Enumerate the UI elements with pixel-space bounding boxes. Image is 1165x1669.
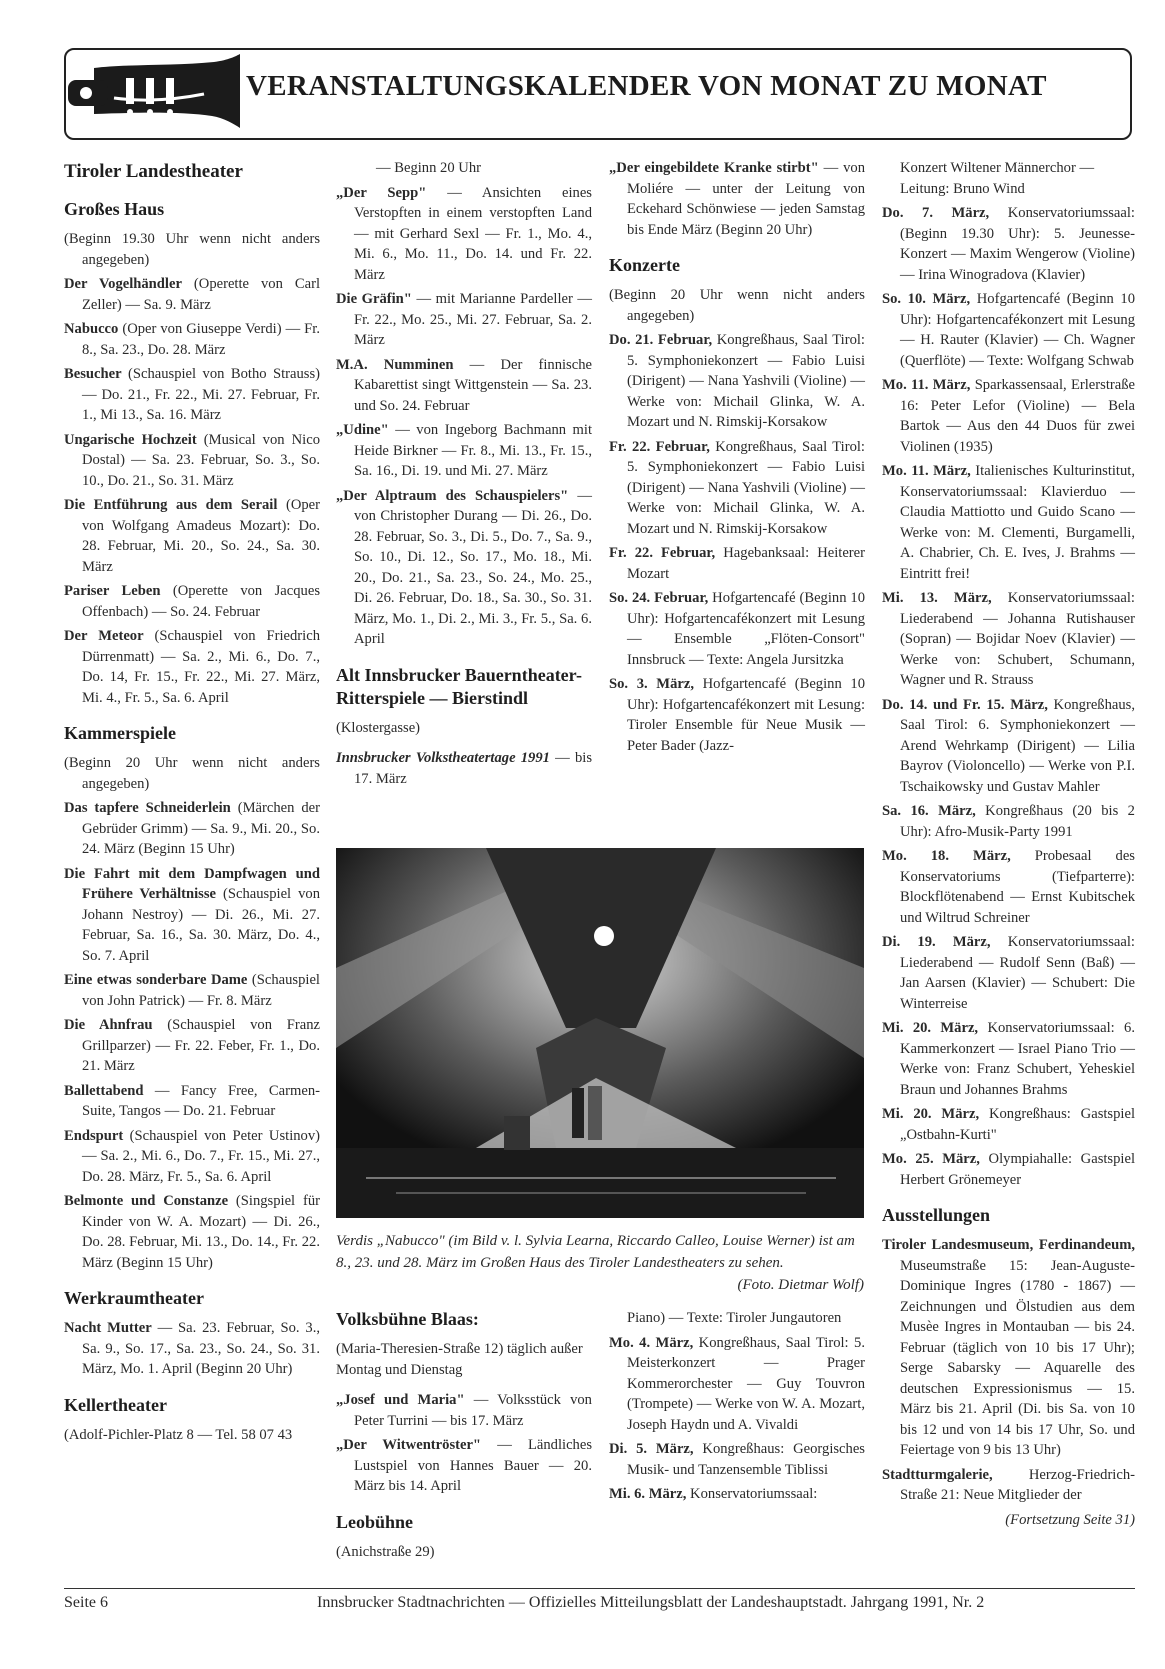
entry-list [882,1235,1135,1506]
entry-details: Kongreßhaus: Georgisches Musik- und Tanzensemble Tiblissi [627,1441,865,1478]
column-1 [64,158,320,1455]
lower-column-3 [609,1308,865,1509]
list-item [336,420,592,482]
entry-details: — bis 17. März [354,750,592,787]
subsection-title: Leobühne [336,1511,414,1532]
entry-title: Mi. 20. März, [882,1106,980,1122]
lead-text: — Beginn 20 Uhr [376,160,481,176]
entry-title: Do. 21. Februar, [609,332,713,348]
note: (Beginn 19.30 Uhr wenn nicht anders angegeben) [64,231,320,268]
entry-title: Mo. 4. März, [609,1334,694,1351]
entry-details: Kongreßhaus, Saal Tirol: 5. Meisterkonzert — Prager Kommerorchester — Guy Touvron (Trompete) — Werke von W. A. Mozart, Joseph Haydn und A. Vivaldi [627,1334,865,1433]
column-4 [882,158,1135,1530]
list-item [882,1235,1135,1461]
entry-title: Do. 14. und Fr. 15. März, [882,696,1048,713]
list-item [64,1318,320,1380]
list-item [609,437,865,540]
entry-details: (Schauspiel von Friedrich Dürrenmatt) — Sa. 2., Mi. 6., Do. 7., Do. 14, Fr. 15., Fr. 22., Mi. 27. März, Mi. 4., Fr. 5., Sa. 6. April [82,628,320,706]
entry-details: — von Moliére — unter der Leitung von Eckehard Schönwiese — jeden Samstag bis Ende März (Beginn 20 Uhr) [627,160,865,238]
list-item [64,970,320,1011]
photo-caption [336,1230,864,1296]
entry-title: Fr. 22. Februar, [609,438,710,455]
section-title: Tiroler Landestheater [64,161,243,182]
entry-title: Mi. 20. März, [882,1020,979,1036]
entry-details: (Schauspiel von John Patrick) — Fr. 8. März [82,972,320,1009]
entry-details: — Fancy Free, Carmen-Suite, Tangos — Do. 21. Februar [82,1082,320,1119]
list-item [336,183,592,286]
subsection-title: Großes Haus [64,199,165,219]
photo-credit: (Foto. Dietmar Wolf) [737,1277,864,1293]
entry-list [64,798,320,1273]
lead-text: Konzert Wiltener Männerchor — Leitung: Bruno Wind [900,160,1095,197]
list-item [609,330,865,433]
page-number: Seite 6 [64,1594,108,1611]
list-item [882,1018,1135,1100]
entry-details: Hagebanksaal: Heiterer Mozart [627,545,865,582]
entry-title: Die Ahnfrau [64,1017,153,1033]
entry-details: — Volksstück von Peter Turrini — bis 17. März [354,1392,592,1429]
list-item [336,748,592,789]
entry-details: Herzog-Friedrich-Straße 21: Neue Mitglieder der [900,1466,1135,1503]
entry-title: Mo. 11. März, [882,463,971,479]
list-item [336,289,592,351]
lower-column-2 [336,1308,592,1572]
subsection-title: Volksbühne Blaas: [336,1309,479,1329]
entry-details: Museumstraße 15: Jean-Auguste-Dominique Ingres (1780 - 1867) — Zeichnungen und Ölstudien aus dem Musèe Ingres in Montauban — bis 24. Februar (täglich von 10 bis 17 Uhr); Serge Sabarsky — Aquarelle des deutschen Expressionismus — 15. März bis 21. April (Di. bis Sa. von 10 bis 12 und von 14 bis 17 Uhr, So. und Feiertage von 9 bis 13 Uhr) [900,1257,1135,1458]
page-title: VERANSTALTUNGSKALENDER VON MONAT ZU MONAT [246,70,1047,102]
list-item [609,1333,865,1436]
entry-title: So. 24. Februar, [609,590,709,606]
entry-title: Do. 7. März, [882,205,990,221]
entry-details: Hofgartencafé (Beginn 10 Uhr): Hofgartencafékonzert mit Lesung — Ensemble „Flöten-Consort" Innsbruck — Texte: Angela Jursitzka [627,590,865,668]
list-item [336,355,592,417]
entry-title: Die Gräfin" [336,291,412,307]
list-item [882,1149,1135,1190]
entry-title: „Der eingebildete Kranke stirbt" [609,160,819,176]
entry-list [336,183,592,650]
entry-title: Nacht Mutter [64,1320,152,1336]
entry-details: (Oper von Giuseppe Verdi) — Fr. 8., Sa. 23., Do. 28. März [82,321,320,358]
entry-title: Fr. 22. Februar, [609,545,716,561]
list-item [336,1435,592,1497]
entry-details: Italienisches Kulturinstitut, Konservatoriumssaal: Klavierduo — Claudia Mattiotto und Guido Scano — Werke von: M. Clementi, Burgamelli, A. Chabrier, Ch. E. Ives, J. Brahms — Eintritt frei! [900,463,1135,582]
entry-details: — Der finnische Kabarettist singt Wittgenstein — Sa. 23. und So. 24. Februar [354,356,592,414]
entry-title: Die Entführung aus dem Serail [64,497,278,513]
entry-title: „Der Alptraum des Schauspielers" [336,487,569,504]
subsection-title: Werkraumtheater [64,1288,204,1308]
entry-details: (Schauspiel von Franz Grillparzer) — Fr. 22. Feber, Fr. 1., Do. 21. März [82,1017,321,1074]
list-item [64,581,320,622]
entry-details: — mit Marianne Pardeller — Fr. 22., Mo. 25., Mi. 27. Februar, Sa. 2. März [354,291,592,348]
entry-details: (Singspiel für Kinder von W. A. Mozart) — Di. 26., Do. 28. Februar, Mi. 13., Do. 14., Fr. 22. März (Beginn 15 Uhr) [82,1193,320,1271]
entry-title: Die Fahrt mit dem Dampfwagen und Frühere Verhältnisse [64,865,320,902]
entry-list [882,203,1135,1190]
list-item [64,364,320,426]
list-item [64,430,320,492]
entry-title: Mo. 25. März, [882,1151,980,1167]
entry-title: Di. 19. März, [882,934,991,950]
entry-details: (Oper von Wolfgang Amadeus Mozart): Do. 28. Februar, Mi. 20., So. 24., Sa. 30. März [82,497,321,575]
list-item [609,543,865,584]
list-item [64,495,320,577]
entry-details: Sparkassensaal, Erlerstraße 16: Peter Lefor (Violine) — Bela Bartok — Aus den 44 Duos für zwei Violinen (1935) [900,377,1135,455]
list-item [64,798,320,860]
entry-title: Stadtturmgalerie, [882,1466,993,1483]
entry-details: Hofgartencafé (Beginn 10 Uhr): Hofgartencafékonzert mit Lesung — H. Rauter (Klavier) — Ch. Wagner (Querflöte) — Texte: Wolfgang Schwab [900,291,1136,369]
note: (Maria-Theresien-Straße 12) täglich außer Montag und Dienstag [336,1341,583,1378]
entry-title: Pariser Leben [64,583,161,599]
entry-details: — von Ingeborg Bachmann mit Heide Birkner — Fr. 8., Mi. 13., Fr. 15., Sa. 16., Di. 19. und Mi. 27. März [354,422,592,479]
subsection-title: Ausstellungen [882,1205,991,1225]
entry-details: (Operette von Jacques Offenbach) — So. 24. Februar [82,583,320,620]
entry-details: Hofgartencafé (Beginn 10 Uhr): Hofgartencafékonzert mit Lesung: Tiroler Ensemble für Neue Musik — Peter Bader (Jazz- [627,676,865,754]
list-item [882,932,1135,1014]
list-item [609,158,865,240]
entry-details: — von Christopher Durang — Di. 26., Do. 28. Februar, So. 3., Di. 5., Do. 7., Sa. 9., So. 10., Di. 12., So. 17., Mo. 18., Mi. 20., Do. 21., Sa. 23., So. 24., Mo. 25., Di. 26. Februar, Do. 18., Sa. 30., So. 31. März, Mo. 1., Di. 2., Mi. 3., Fr. 5., Sa. 6. April [354,487,592,647]
list-item [64,1081,320,1122]
entry-title: „Der Sepp" [336,184,427,201]
entry-title: Ballettabend [64,1082,144,1099]
subsection-title: Kammerspiele [64,723,176,743]
entry-title: Besucher [64,366,122,382]
entry-title: Sa. 16. März, [882,803,976,819]
list-item [882,846,1135,928]
column-3 [609,158,865,760]
entry-details: (Schauspiel von Peter Ustinov) — Sa. 2., Mi. 6., Do. 7., Fr. 15., Mi. 27., Do. 28. März, Fr. 5., Sa. 6. April [82,1127,320,1185]
entry-list [336,748,592,789]
entry-list [609,330,865,756]
subsection-title: Alt Innsbrucker Bauerntheater-Ritterspiele — Bierstindl [336,664,582,708]
entry-details: Konservatoriumssaal: Liederabend — Rudolf Senn (Baß) — Jan Aarsen (Klavier) — Schubert: Die Winterreise [900,934,1135,1012]
list-item [64,1126,320,1188]
entry-details: Konservatoriumssaal: 6. Kammerkonzert — Israel Piano Trio — Werke von: Franz Schubert, Yeheskiel Braun und Johannes Brahms [900,1020,1135,1098]
subsection-title: Kellertheater [64,1394,167,1415]
publication-line: Innsbrucker Stadtnachrichten — Offizielles Mitteilungsblatt der Landeshauptstadt. Jahrgang 1991, Nr. 2 [317,1594,985,1611]
entry-list [64,1318,320,1380]
list-item [64,1191,320,1273]
caption-text: Verdis „Nabucco" (im Bild v. l. Sylvia Learna, Riccardo Calleo, Louise Werner) ist am 8., 23. und 28. März im Großen Haus des Tiroler Landestheaters zu sehen. [336,1233,855,1271]
entry-title: So. 10. März, [882,291,971,307]
footer-rule [64,1588,1135,1589]
entry-title: Mi. 6. März, [609,1486,687,1502]
entry-details: (Musical von Nico Dostal) — Sa. 23. Februar, So. 3., So. 10., Do. 21., So. 31. März [82,431,320,489]
entry-details: Olympiahalle: Gastspiel Herbert Grönemeyer [900,1151,1135,1188]
list-item [64,319,320,360]
entry-list [64,274,320,708]
entry-title: „Der Witwentröster" [336,1437,482,1453]
entry-details: — Ländliches Lustspiel von Hannes Bauer — 20. März bis 14. April [354,1437,592,1494]
entry-title: Tiroler Landesmuseum, Ferdinandeum, [882,1237,1135,1253]
list-item [882,588,1135,691]
subsection-title: Konzerte [609,255,680,275]
entry-details: Kongreßhaus: Gastspiel „Ostbahn-Kurti" [900,1106,1135,1143]
lead-text: Piano) — Texte: Tiroler Jungautoren [627,1310,842,1326]
list-item [64,864,320,967]
entry-details: Kongreßhaus, Saal Tirol: 6. Symphoniekonzert — Arend Wehrkamp (Dirigent) — Lilia Bayrov (Violoncello) — Werke von P.I. Tschaikowsky und Gustav Mahler [900,696,1135,795]
list-item [64,1015,320,1077]
entry-details: — Sa. 23. Februar, So. 3., Sa. 9., So. 17., Sa. 23., So. 24., So. 31. März, Mo. 1. April (Beginn 20 Uhr) [82,1320,320,1377]
entry-details: Konservatoriumssaal: (Beginn 19.30 Uhr): 5. Jeunesse-Konzert — Maxim Wengerow (Violine) — Irina Winogradova (Klavier) [900,205,1135,283]
note: (Anichstraße 29) [336,1543,435,1560]
entry-title: Mi. 13. März, [882,590,992,606]
entry-list [336,1390,592,1497]
entry-details: — Ansichten eines Verstopften in einem verstopften Land — mit Gerhard Sexl — Fr. 1., Mo. 4., Mi. 6., Mo. 11., Do. 14. und Fr. 22. März [354,184,592,283]
entry-list [609,1333,865,1505]
entry-title: Mo. 11. März, [882,377,971,393]
entry-title: Der Meteor [64,628,144,644]
list-item [609,1439,865,1480]
entry-title: „Josef und Maria" [336,1392,465,1408]
entry-details: Konservatoriumssaal: [686,1486,818,1502]
list-item [64,626,320,708]
entry-title: So. 3. März, [609,676,694,692]
entry-details: Kongreßhaus, Saal Tirol: 5. Symphoniekonzert — Fabio Luisi (Dirigent) — Nana Yashvili (Violine) — Werke von: Michail Glinka, W. A. Mozart und N. Rimskij-Korsakow [627,332,865,430]
list-item [882,289,1135,371]
entry-details: (Schauspiel von Johann Nestroy) — Di. 26., Mi. 27. Februar, Sa. 16., Sa. 30. März, Do. 4., So. 7. April [82,886,320,964]
entry-details: Kongreßhaus, Saal Tirol: 5. Symphoniekonzert — Fabio Luisi (Dirigent) — Nana Yashvili (Violine) — Werke von: Michail Glinka, W. A. Mozart und N. Rimskij-Korsakow [627,438,865,537]
list-item [882,695,1135,798]
entry-details: Probesaal des Konservatoriums (Tiefparterre): Blockflötenabend — Ernst Kubitschek und Wiltrud Schreiner [900,848,1135,926]
entry-title: Di. 5. März, [609,1441,694,1457]
entry-title: Innsbrucker Volkstheatertage 1991 [336,750,550,766]
entry-details: Konservatoriumssaal: Liederabend — Johanna Rutishauser (Sopran) — Bojidar Noev (Klavier) — Werke von: Schubert, Schumann, Wagner und R. Strauss [900,590,1135,688]
list-item [64,274,320,315]
list-item [882,203,1135,285]
entry-title: „Udine" [336,422,389,438]
list-item [882,461,1135,584]
entry-title: Belmonte und Constanze [64,1193,229,1209]
entry-title: Das tapfere Schneiderlein [64,800,231,816]
entry-title: Ungarische Hochzeit [64,431,197,448]
note: (Beginn 20 Uhr wenn nicht anders angegeben) [64,755,320,792]
list-item [882,375,1135,457]
entry-details: (Schauspiel von Botho Strauss) — Do. 21., Fr. 22., Mi. 27. Februar, Fr. 1., Mi 13., Sa. 16. März [82,366,320,423]
entry-title: M.A. Numminen [336,356,454,373]
entry-title: Mo. 18. März, [882,848,1011,864]
list-item [609,674,865,756]
list-item [609,588,865,670]
list-item [882,1465,1135,1506]
entry-list [609,158,865,240]
trumpet-logo-icon [64,54,244,130]
entry-details: (Operette von Carl Zeller) — Sa. 9. März [82,276,320,313]
list-item [336,1390,592,1431]
stage-photo [336,848,864,1218]
entry-title: Der Vogelhändler [64,276,182,292]
list-item [882,1104,1135,1145]
entry-title: Nabucco [64,321,119,337]
column-2 [336,158,592,793]
entry-title: Eine etwas sonderbare Dame [64,972,248,988]
note: (Adolf-Pichler-Platz 8 — Tel. 58 07 43 [64,1426,293,1443]
continuation-note: (Fortsetzung Seite 31) [1005,1511,1135,1528]
entry-details: Kongreßhaus (20 bis 2 Uhr): Afro-Musik-Party 1991 [900,803,1135,840]
entry-details: (Märchen der Gebrüder Grimm) — Sa. 9., Mi. 20., So. 24. März (Beginn 15 Uhr) [82,800,320,857]
stage-scene-image [336,848,864,1218]
note: (Beginn 20 Uhr wenn nicht anders angegeben) [609,287,865,324]
entry-title: Endspurt [64,1127,124,1144]
list-item [609,1484,865,1505]
list-item [336,486,592,650]
note: (Klostergasse) [336,719,421,736]
list-item [882,801,1135,842]
